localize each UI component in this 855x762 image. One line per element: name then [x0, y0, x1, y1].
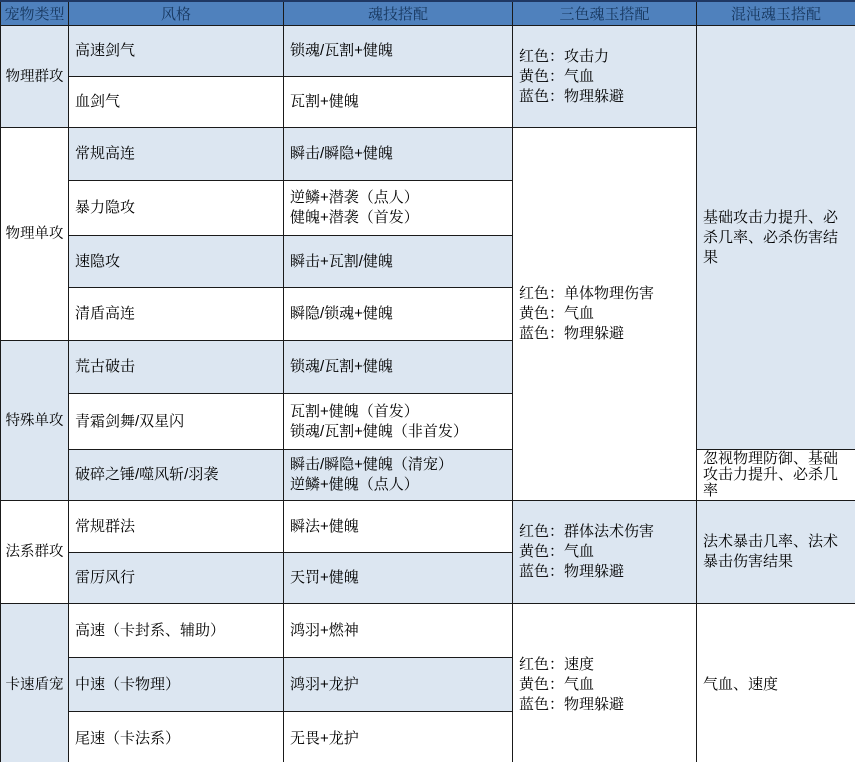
tricolor-blue: 蓝色：物理躲避 [519, 695, 625, 713]
style-cell: 青霜剑舞/双星闪 [69, 394, 284, 450]
tricolor-cell-physical-aoe [513, 26, 697, 128]
tricolor-cell-speed-shield [513, 604, 697, 762]
skill-cell: 瞬隐/锁魂+健魄 [284, 288, 513, 341]
tricolor-yellow: 黄色：气血 [519, 675, 595, 693]
header-style: 风格 [69, 1, 284, 26]
chaos-cell-ignore-defense: 忽视物理防御、基础攻击力提升、必杀几率 [697, 450, 855, 501]
group-cell-physical-single: 物理单攻 [1, 128, 69, 341]
chaos-cell-attack: 基础攻击力提升、必杀几率、必杀伤害结果 [697, 26, 855, 450]
skill-line: 瞬击/瞬隐+健魄（清宠） [290, 456, 453, 473]
header-soul-skill: 魂技搭配 [284, 1, 513, 26]
style-cell: 高速剑气 [69, 26, 284, 77]
style-cell: 血剑气 [69, 77, 284, 128]
style-cell: 常规群法 [69, 501, 284, 553]
skill-line: 锁魂/瓦割+健魄（非首发） [290, 422, 468, 440]
style-cell: 高速（卡封系、辅助） [69, 604, 284, 658]
skill-cell: 鸿羽+燃神 [284, 604, 513, 658]
style-cell: 常规高连 [69, 128, 284, 181]
tricolor-blue: 蓝色：物理躲避 [519, 325, 625, 342]
skill-cell: 瞬击/瞬隐+健魄 [284, 128, 513, 181]
group-cell-speed-shield: 卡速盾宠 [1, 604, 69, 762]
skill-line: 瓦割+健魄（首发） [290, 402, 419, 420]
table-row [1, 26, 855, 77]
style-cell: 速隐攻 [69, 236, 284, 288]
skill-cell: 锁魂/瓦割+健魄 [284, 26, 513, 77]
skill-cell: 瞬法+健魄 [284, 501, 513, 553]
tricolor-red: 红色：速度 [519, 655, 595, 673]
tricolor-red: 红色：群体法术伤害 [519, 523, 655, 540]
tricolor-red: 红色：单体物理伤害 [519, 285, 655, 302]
chaos-cell-hp-speed: 气血、速度 [697, 604, 855, 762]
tricolor-blue: 蓝色：物理躲避 [519, 563, 625, 580]
skill-cell [284, 181, 513, 236]
style-cell: 破碎之锤/噬风斩/羽袭 [69, 450, 284, 501]
chaos-cell-magic-crit: 法术暴击几率、法术暴击伤害结果 [697, 501, 855, 604]
style-cell: 清盾高连 [69, 288, 284, 341]
header-chaos-jade: 混沌魂玉搭配 [697, 1, 855, 26]
skill-cell [284, 394, 513, 450]
skill-cell [284, 450, 513, 501]
style-cell: 暴力隐攻 [69, 181, 284, 236]
tricolor-cell-magic-aoe [513, 501, 697, 604]
tricolor-yellow: 黄色：气血 [519, 305, 595, 322]
skill-line: 健魄+潜袭（首发） [290, 209, 419, 226]
table-row [1, 604, 855, 658]
skill-cell: 鸿羽+龙护 [284, 658, 513, 712]
group-cell-special-single: 特殊单攻 [1, 341, 69, 501]
group-cell-physical-aoe: 物理群攻 [1, 26, 69, 128]
style-cell: 荒古破击 [69, 341, 284, 394]
group-cell-magic-aoe: 法系群攻 [1, 501, 69, 604]
table-row [1, 501, 855, 553]
style-cell: 雷厉风行 [69, 553, 284, 604]
header-tricolor-jade: 三色魂玉搭配 [513, 1, 697, 26]
skill-cell: 无畏+龙护 [284, 712, 513, 762]
skill-line: 逆鳞+健魄（点人） [290, 476, 419, 493]
skill-cell: 瓦割+健魄 [284, 77, 513, 128]
skill-cell: 瞬击+瓦割/健魄 [284, 236, 513, 288]
skill-cell: 天罚+健魄 [284, 553, 513, 604]
skill-line: 逆鳞+潜袭（点人） [290, 189, 419, 206]
style-cell: 尾速（卡法系） [69, 712, 284, 762]
skill-cell: 锁魂/瓦割+健魄 [284, 341, 513, 394]
table-row [1, 450, 855, 501]
tricolor-yellow: 黄色：气血 [519, 67, 595, 85]
style-cell: 中速（卡物理） [69, 658, 284, 712]
tricolor-cell-single-target [513, 128, 697, 501]
header-row [1, 1, 855, 26]
tricolor-yellow: 黄色：气血 [519, 543, 595, 560]
tricolor-red: 红色：攻击力 [519, 47, 610, 65]
tricolor-blue: 蓝色：物理躲避 [519, 87, 625, 105]
header-pet-type: 宠物类型 [1, 1, 69, 26]
